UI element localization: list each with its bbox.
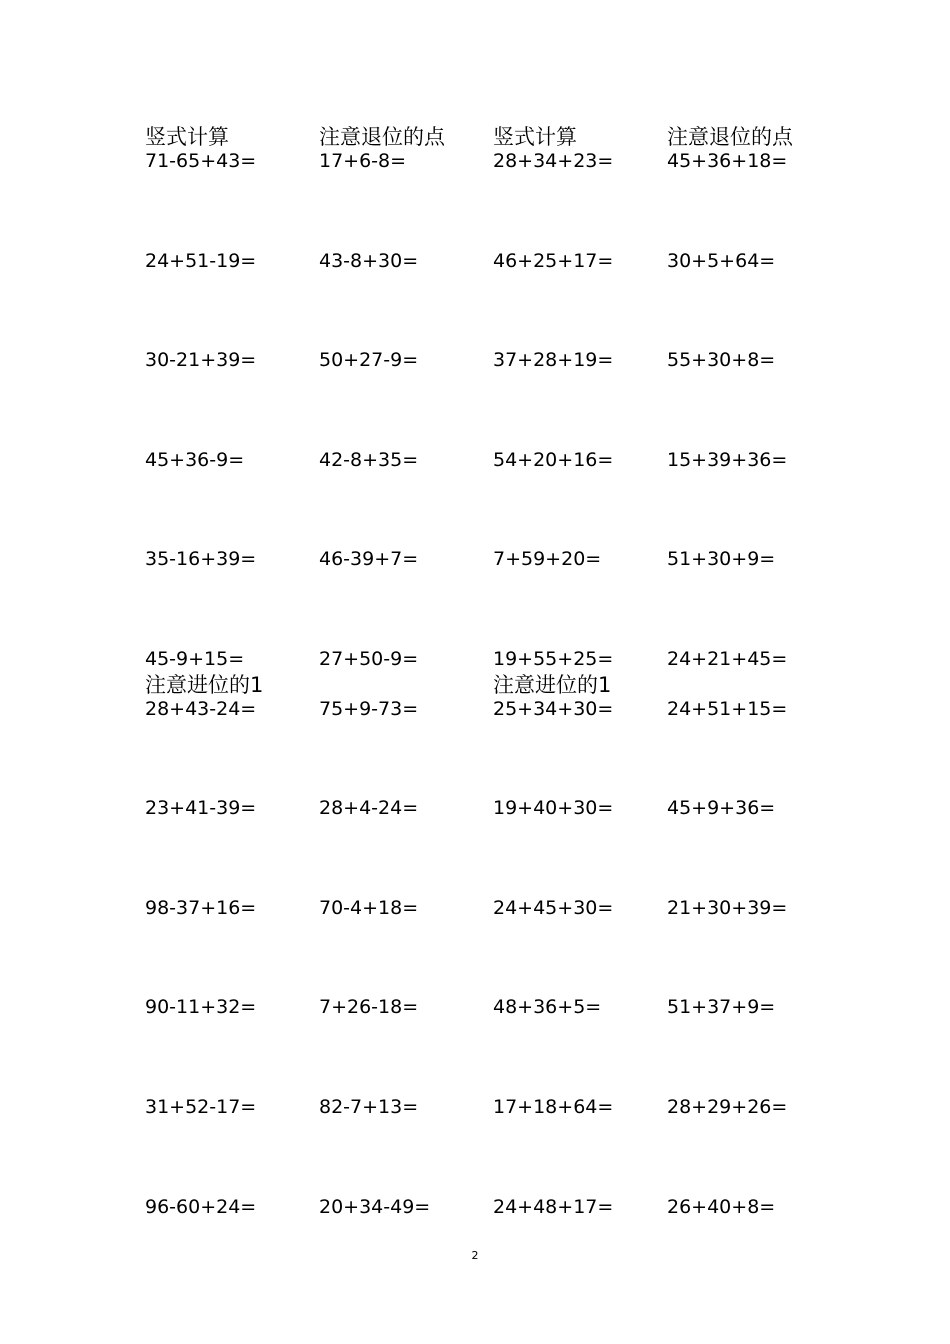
problem: 19+40+30= — [493, 797, 614, 819]
problem: 96-60+24= — [145, 1196, 257, 1218]
header-borrow-note-1: 注意退位的点 — [319, 125, 445, 149]
header-vertical-calc-2: 竖式计算 — [493, 125, 577, 149]
problem: 17+6-8= — [319, 150, 407, 172]
header-borrow-note-2: 注意退位的点 — [667, 125, 793, 149]
problem: 27+50-9= — [319, 648, 419, 670]
problem: 17+18+64= — [493, 1096, 614, 1118]
problem: 70-4+18= — [319, 897, 419, 919]
problem: 45+36-9= — [145, 449, 245, 471]
problem: 20+34-49= — [319, 1196, 431, 1218]
problem: 21+30+39= — [667, 897, 788, 919]
problem: 28+34+23= — [493, 150, 614, 172]
problem: 24+21+45= — [667, 648, 788, 670]
problem: 37+28+19= — [493, 349, 614, 371]
carry-note-1: 注意进位的1 — [145, 673, 264, 697]
problem: 28+43-24= — [145, 698, 257, 720]
problem: 45-9+15= — [145, 648, 245, 670]
problem: 24+51+15= — [667, 698, 788, 720]
problem: 50+27-9= — [319, 349, 419, 371]
problem: 82-7+13= — [319, 1096, 419, 1118]
problem: 55+30+8= — [667, 349, 776, 371]
page-number: 2 — [471, 1249, 479, 1262]
problem: 24+45+30= — [493, 897, 614, 919]
problem: 90-11+32= — [145, 996, 257, 1018]
problem: 45+36+18= — [667, 150, 788, 172]
problem: 98-37+16= — [145, 897, 257, 919]
header-vertical-calc-1: 竖式计算 — [145, 125, 229, 149]
problem: 45+9+36= — [667, 797, 776, 819]
problem: 71-65+43= — [145, 150, 257, 172]
problem: 28+4-24= — [319, 797, 419, 819]
problem: 26+40+8= — [667, 1196, 776, 1218]
problem: 51+37+9= — [667, 996, 776, 1018]
problem: 54+20+16= — [493, 449, 614, 471]
problem: 28+29+26= — [667, 1096, 788, 1118]
problem: 30-21+39= — [145, 349, 257, 371]
problem: 30+5+64= — [667, 250, 776, 272]
problem: 31+52-17= — [145, 1096, 257, 1118]
problem: 19+55+25= — [493, 648, 614, 670]
problem: 46-39+7= — [319, 548, 419, 570]
problem: 24+51-19= — [145, 250, 257, 272]
problem: 15+39+36= — [667, 449, 788, 471]
problem: 51+30+9= — [667, 548, 776, 570]
problem: 23+41-39= — [145, 797, 257, 819]
problem: 43-8+30= — [319, 250, 419, 272]
problem: 48+36+5= — [493, 996, 602, 1018]
carry-note-2: 注意进位的1 — [493, 673, 612, 697]
problem: 75+9-73= — [319, 698, 419, 720]
problem: 25+34+30= — [493, 698, 614, 720]
problem: 46+25+17= — [493, 250, 614, 272]
problem: 7+59+20= — [493, 548, 602, 570]
problem: 24+48+17= — [493, 1196, 614, 1218]
problem: 42-8+35= — [319, 449, 419, 471]
problem: 35-16+39= — [145, 548, 257, 570]
problem: 7+26-18= — [319, 996, 419, 1018]
